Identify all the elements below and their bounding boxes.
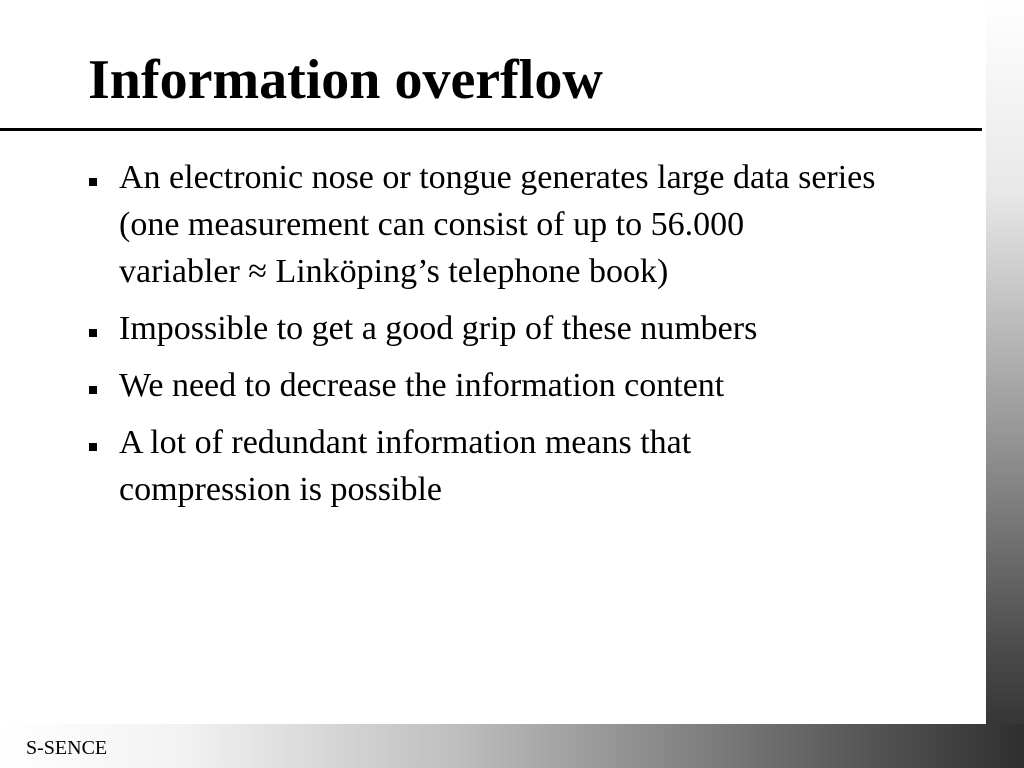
bullet-list [88,154,928,523]
square-bullet-icon [89,443,97,451]
bullet-item [88,419,928,513]
square-bullet-icon [89,386,97,394]
slide-title: Information overflow [88,49,603,111]
right-gradient-strip [986,0,1024,768]
bullet-text: An electronic nose or tongue generates large data series [119,159,876,196]
bullet-text: We need to decrease the information content [119,367,725,404]
bottom-gradient-strip [0,724,1024,768]
bullet-subtext-line: variabler ≈ Linköping’s telephone book) [119,253,669,290]
bullet-text: A lot of redundant information means that compression is possible [119,424,692,508]
square-bullet-icon [89,329,97,337]
bullet-subtext-line: (one measurement can consist of up to 56.000 [119,206,745,243]
bullet-item [88,154,928,295]
bullet-text: Impossible to get a good grip of these numbers [119,310,758,347]
square-bullet-icon [89,178,97,186]
footer-label: S-SENCE [26,737,108,759]
bullet-item [88,305,928,352]
bullet-item [88,362,928,409]
title-divider [0,128,982,131]
